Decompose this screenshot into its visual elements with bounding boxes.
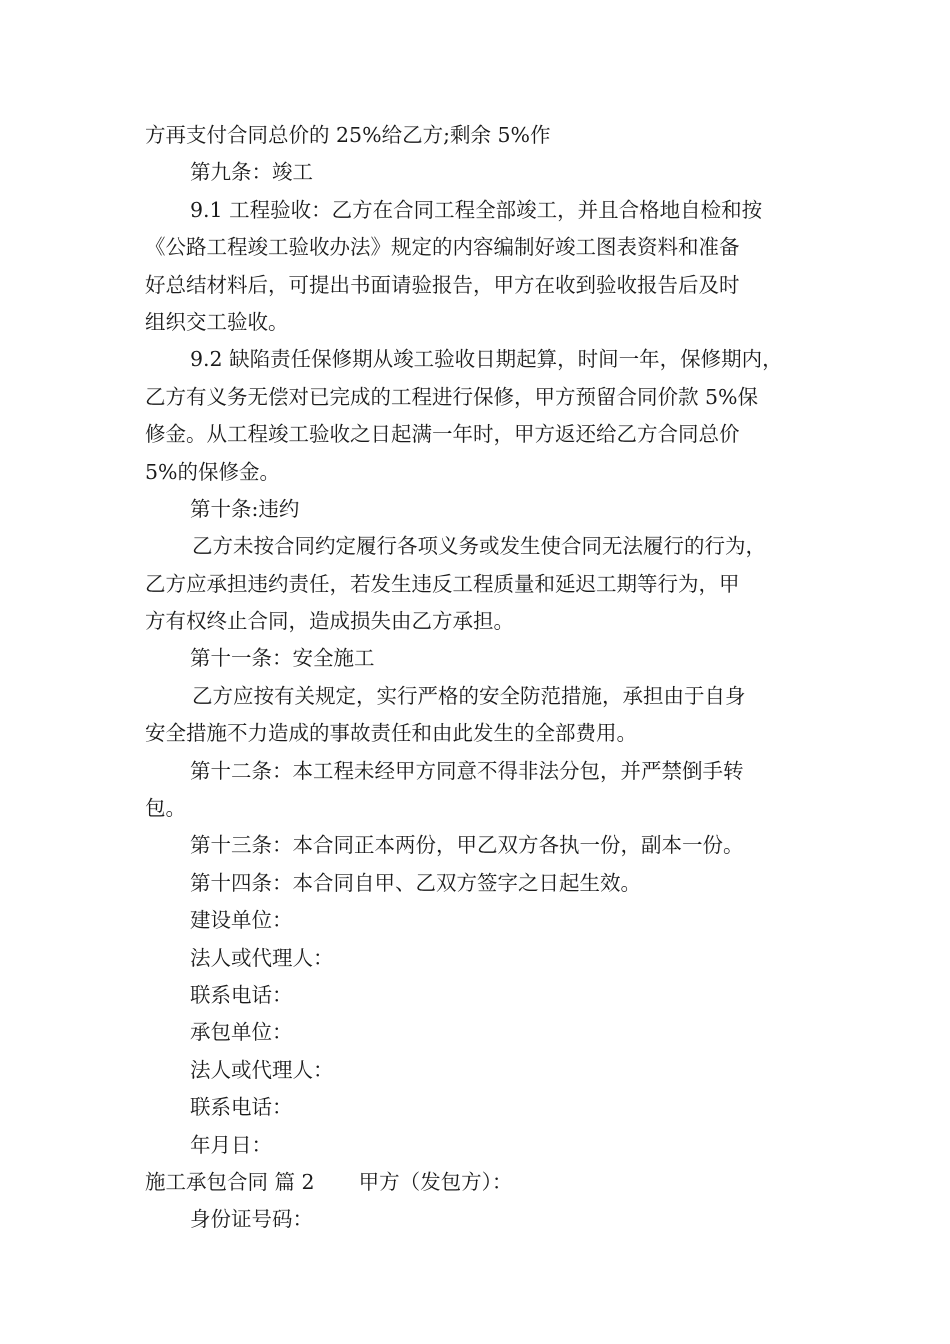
id-number-field: 身份证号码： bbox=[190, 1207, 313, 1232]
signature-field-builder: 建设单位： bbox=[190, 908, 293, 933]
section-heading-10: 第十条:违约 bbox=[190, 496, 300, 521]
section-title-line bbox=[145, 1164, 810, 1201]
text-line: 好总结材料后，可提出书面请验报告，甲方在收到验收报告后及时 bbox=[145, 272, 740, 297]
signature-field-phone: 联系电话： bbox=[190, 1095, 293, 1120]
contract-title: 施工承包合同 篇 2 bbox=[145, 1169, 315, 1194]
text-line: 安全措施不力造成的事故责任和由此发生的全部费用。 bbox=[145, 721, 637, 746]
signature-field-representative: 法人或代理人： bbox=[190, 945, 334, 970]
text-line: 9.2 缺陷责任保修期从竣工验收日期起算，时间一年，保修期内， bbox=[190, 347, 783, 372]
text-line: 乙方有义务无偿对已完成的工程进行保修，甲方预留合同价款 5%保 bbox=[145, 384, 759, 409]
text-line: 组织交工验收。 bbox=[145, 309, 289, 334]
party-a-label: 甲方（发包方）： bbox=[358, 1169, 513, 1194]
text-line: 方有权终止合同，造成损失由乙方承担。 bbox=[145, 609, 514, 634]
text-line: 《公路工程竣工验收办法》规定的内容编制好竣工图表资料和准备 bbox=[145, 235, 740, 260]
signature-field-contractor: 承包单位： bbox=[190, 1020, 293, 1045]
section-heading-9: 第九条：竣工 bbox=[190, 160, 313, 185]
section-heading-11: 第十一条：安全施工 bbox=[190, 646, 375, 671]
section-heading-13: 第十三条：本合同正本两份，甲乙双方各执一份，副本一份。 bbox=[190, 833, 744, 858]
signature-field-phone: 联系电话： bbox=[190, 982, 293, 1007]
text-line: 9.1 工程验收：乙方在合同工程全部竣工，并且合格地自检和按 bbox=[190, 197, 763, 222]
document-body bbox=[145, 117, 810, 1239]
text-line: 乙方应按有关规定，实行严格的安全防范措施，承担由于自身 bbox=[192, 683, 746, 708]
text-line: 乙方未按合同约定履行各项义务或发生使合同无法履行的行为， bbox=[192, 534, 766, 559]
section-heading-14: 第十四条：本合同自甲、乙双方签字之日起生效。 bbox=[190, 870, 641, 895]
section-heading-12: 第十二条：本工程未经甲方同意不得非法分包，并严禁倒手转 bbox=[190, 758, 744, 783]
text-line: 乙方应承担违约责任，若发生违反工程质量和延迟工期等行为，甲 bbox=[145, 571, 740, 596]
signature-field-date: 年月日： bbox=[190, 1132, 272, 1157]
text-line: 方再支付合同总价的 25%给乙方;剩余 5%作 bbox=[145, 123, 551, 147]
text-line: 修金。从工程竣工验收之日起满一年时，甲方返还给乙方合同总价 bbox=[145, 422, 740, 447]
signature-field-representative: 法人或代理人： bbox=[190, 1057, 334, 1082]
text-line: 包。 bbox=[145, 796, 186, 821]
text-line: 5%的保修金。 bbox=[145, 459, 281, 484]
